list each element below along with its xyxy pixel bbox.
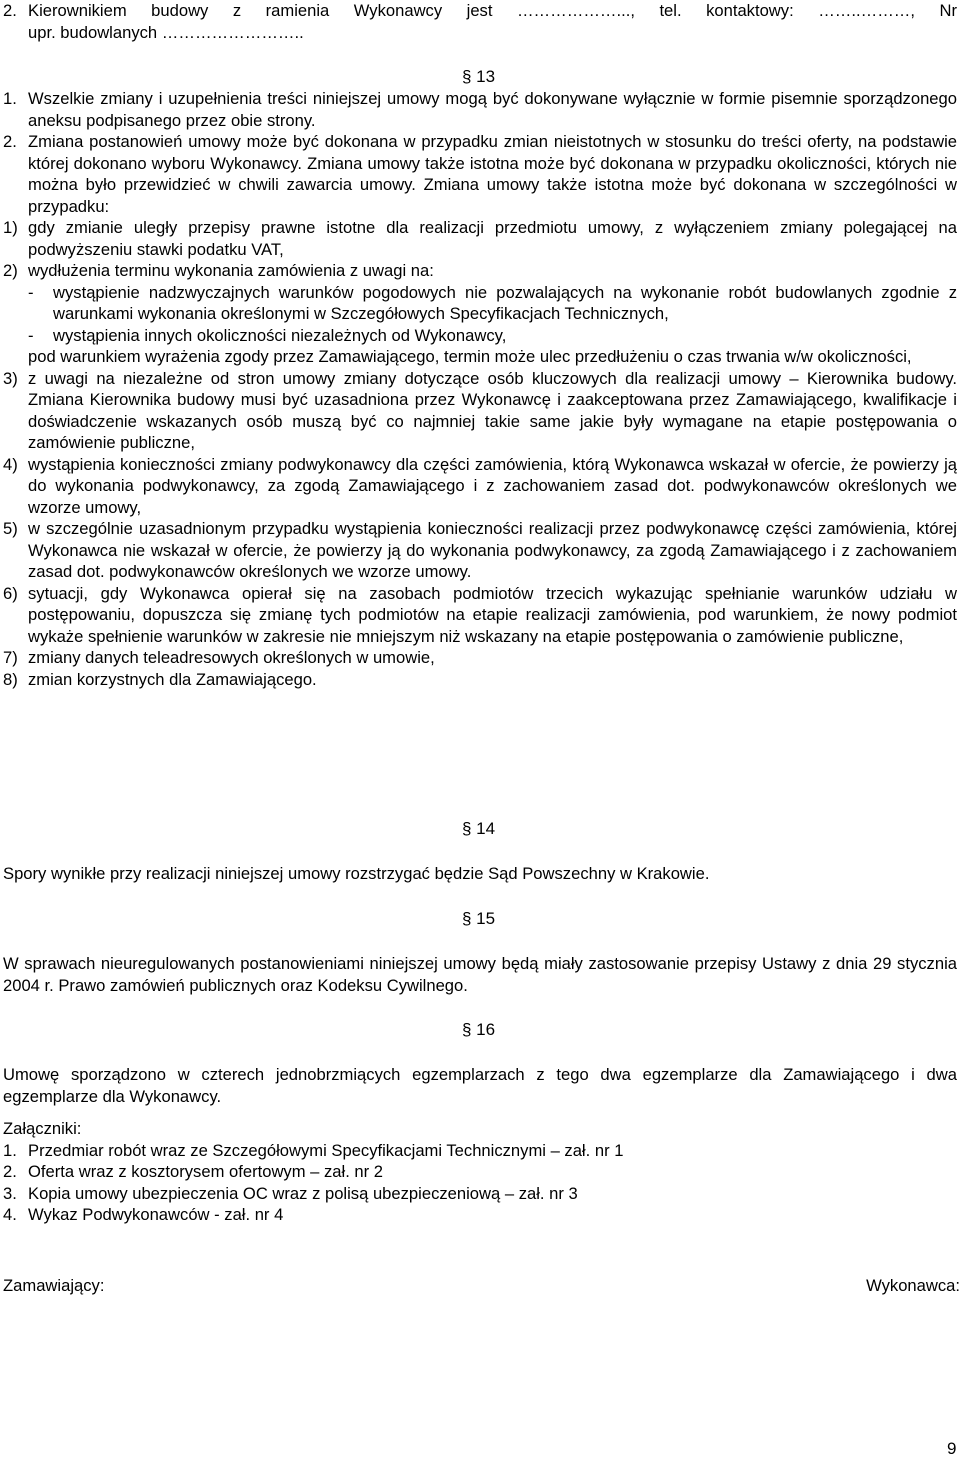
section-heading-16: § 16: [462, 1020, 496, 1039]
section-heading-15: § 15: [462, 909, 496, 928]
attachment-text: Oferta wraz z kosztorysem ofertowym – zał. nr 2: [28, 1162, 384, 1181]
list-item-text: z uwagi na niezależne od stron umowy zmiany dotyczące osób kluczowych dla realizacji umowy – Kierownika budowy. Zmiana Kierownika budowy musi być uzasadniona przez Wykonawcę i zaakceptowana przez Zamawiającego, kwalifikacje i doświadczenie wskazanych osób muszą być co najmniej takie same jakie były wymagane na etapie postępowania o zamówienie publiczne,: [28, 368, 957, 452]
list-item-text: gdy zmianie uległy przepisy prawne istotne dla realizacji przedmiotu umowy, z wyłączeniem zmiany polegającej na podwyższeniu stawki podatku VAT,: [28, 218, 957, 259]
attachments: [3, 1118, 957, 1226]
section-14-text: Spory wynikłe przy realizacji niniejszej umowy rozstrzygać będzie Sąd Powszechny w Krakowie.: [3, 864, 710, 883]
list-item-number: 1): [3, 218, 18, 237]
list-item: [3, 669, 957, 691]
list-item-number: 2): [3, 261, 18, 280]
sec13-paragraph-1: [3, 88, 957, 131]
list-item-text: sytuacji, gdy Wykonawca opierał się na zasobach podmiotów trzecich wykazując spełnianie warunków udziału w postępowaniu, dopuszcza się zmianę tych podmiotów na etapie realizacji zamówienia, pod warunkiem, że nowy podmiot wykaże spełnienie warunków w zakresie nie mniejszym niż wskazany na etapie postępowania o zamówienie publiczne,: [28, 583, 957, 646]
list-item-text: wystąpienia konieczności zmiany podwykonawcy dla części zamówienia, którą Wykonawca wskazał w ofercie, że powierzy ją do wykonania podwykonawcy, za zgodą Zamawiającego i z zachowaniem zasad dot. podwykonawców określonych we wzorze umowy,: [28, 454, 957, 517]
list-item-text: zmiany danych teleadresowych określonych w umowie,: [28, 648, 435, 667]
item-text-line: upr. budowlanych ……………………..: [28, 22, 304, 42]
section-13-body: [3, 88, 957, 690]
list-item: [3, 454, 957, 519]
list-item-text: wydłużenia terminu wykonania zamówienia z uwagi na:: [28, 261, 434, 280]
paragraph-number: 1.: [3, 89, 17, 108]
dash-list: [3, 282, 957, 347]
section-heading-14: § 14: [462, 819, 496, 838]
list-item: [3, 518, 957, 583]
list-item-number: 3): [3, 368, 18, 388]
dash-item: [28, 282, 957, 325]
dash-item: [28, 325, 957, 347]
signature-row: [3, 1275, 960, 1297]
change-cases-list: [3, 217, 957, 690]
section-16-text: Umowę sporządzono w czterech jednobrzmiących egzemplarzach z tego dwa egzemplarze dla Zamawiającego i dwa egzemplarze dla Wykonawcy.: [3, 1065, 957, 1106]
section-heading-13: § 13: [462, 67, 496, 86]
signature-label-contractor: Wykonawca:: [866, 1276, 960, 1295]
attachment-number: 2.: [3, 1162, 17, 1181]
attachment-item: [3, 1140, 957, 1162]
paragraph-text: Zmiana postanowień umowy może być dokonana w przypadku zmian nieistotnych w stosunku do treści oferty, na podstawie której dokonano wyboru Wykonawcy. Zmiana umowy także istotna może być dokonana w przypadku okoliczności, których nie można było przewidzieć w chwili zawarcia umowy. Zmiana umowy także istotna może być dokonana w szczególności w przypadku:: [28, 132, 957, 216]
page-number: 9: [947, 1439, 957, 1458]
dash-bullet: -: [28, 282, 34, 302]
list-item-number: 4): [3, 454, 18, 474]
dash-bullet: -: [28, 325, 34, 345]
attachment-number: 1.: [3, 1140, 17, 1160]
attachment-item: [3, 1183, 957, 1205]
attachments-label: Załączniki:: [3, 1119, 82, 1138]
sec13-paragraph-2: [3, 131, 957, 217]
list-item-text: w szczególnie uzasadnionym przypadku wystąpienia konieczności realizacji przez podwykonawcę części zamówienia, której Wykonawca nie wskazał w ofercie, że powierzy ją do wykonania podwykonawcy, za zgodą Zamawiającego i z zachowaniem zasad dot. podwykonawców określonych we wzorze umowy.: [28, 519, 957, 581]
list-item: [3, 583, 957, 648]
attachment-text: Kopia umowy ubezpieczenia OC wraz z polisą ubezpieczeniową – zał. nr 3: [28, 1183, 578, 1203]
item-text-line: Kierownikiem budowy z ramienia Wykonawcy jest ………………..., tel. kontaktowy: ……..………, Nr: [28, 1, 957, 20]
paragraph-number: 2.: [3, 132, 17, 151]
list-item-number: 5): [3, 519, 18, 538]
list-item: [3, 368, 957, 454]
section-15-text: W sprawach nieuregulowanych postanowieniami niniejszej umowy będą miały zastosowanie przepisy Ustawy z dnia 29 stycznia 2004 r. Prawo zamówień publicznych oraz Kodeksu Cywilnego.: [3, 954, 957, 995]
signature-label-orderer: Zamawiający:: [3, 1276, 105, 1295]
item-number: 2.: [3, 1, 17, 20]
attachment-number: 3.: [3, 1183, 17, 1203]
list-item-number: 6): [3, 583, 18, 603]
dash-item-text: wystąpienie nadzwyczajnych warunków pogodowych nie pozwalających na wykonanie robót budowlanych zgodnie z warunkami wykonania określonymi w Szczegółowych Specyfikacjach Technicznych,: [53, 282, 957, 323]
attachment-text: Przedmiar robót wraz ze Szczegółowymi Specyfikacjami Technicznymi – zał. nr 1: [28, 1140, 624, 1160]
list-item-number: 8): [3, 669, 18, 689]
paragraph-text: Wszelkie zmiany i uzupełnienia treści niniejszej umowy mogą być dokonywane wyłącznie w formie pisemnie sporządzonego aneksu podpisanego przez obie strony.: [28, 89, 957, 130]
list-item: [3, 260, 957, 282]
attachment-item: [3, 1204, 957, 1226]
attachment-number: 4.: [3, 1205, 17, 1224]
list-item: [3, 217, 957, 260]
list-item-number: 7): [3, 648, 18, 667]
item-2-tail: pod warunkiem wyrażenia zgody przez Zamawiającego, termin może ulec przedłużeniu o czas trwania w/w okoliczności,: [28, 347, 912, 366]
attachment-item: [3, 1161, 957, 1183]
dash-item-text: wystąpienia innych okoliczności niezależnych od Wykonawcy,: [53, 325, 507, 345]
top-item-2: [3, 0, 957, 43]
list-item: [3, 647, 957, 669]
list-item-text: zmian korzystnych dla Zamawiającego.: [28, 669, 317, 689]
attachment-text: Wykaz Podwykonawców - zał. nr 4: [28, 1205, 284, 1224]
